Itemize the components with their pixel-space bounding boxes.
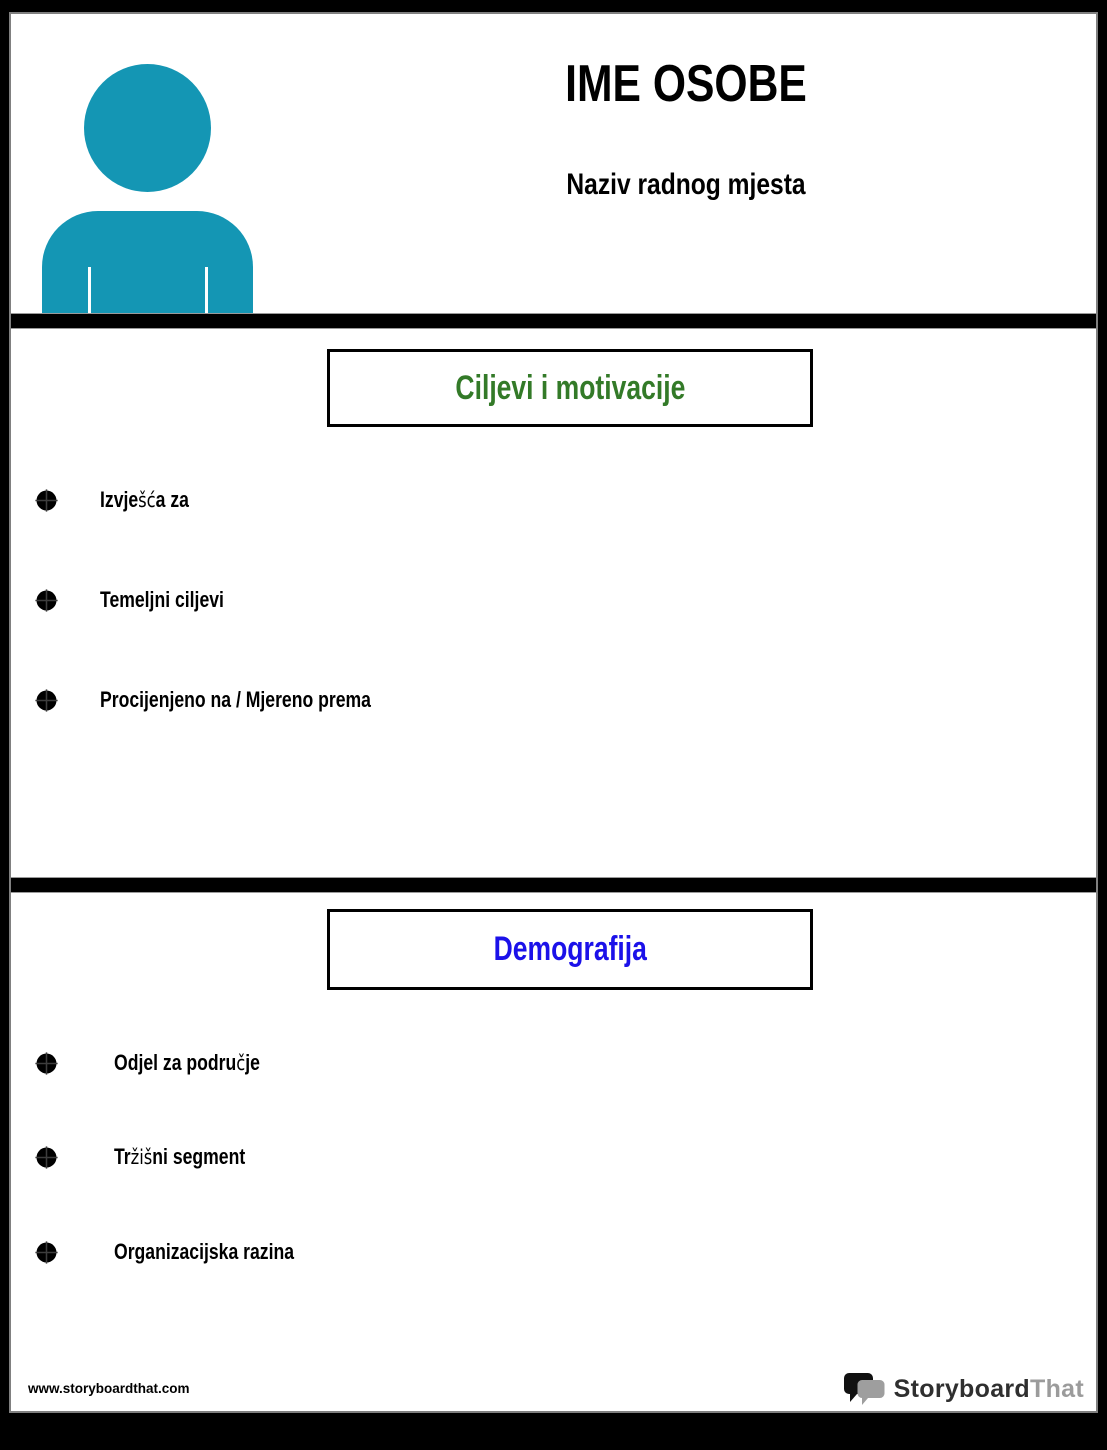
list-item-label: Tržišni segment <box>114 1144 246 1169</box>
storyboardthat-logo <box>843 1370 1084 1408</box>
section-title: Demografija <box>493 930 647 968</box>
logo-wordmark: StoryboardThat <box>893 1374 1084 1403</box>
target-bullet-icon <box>35 1146 58 1169</box>
list-item <box>35 1239 339 1265</box>
section-demographics <box>11 14 1096 1411</box>
section-title-box <box>327 909 813 990</box>
page-title: IME OSOBE <box>565 55 807 113</box>
list-item <box>35 1050 296 1076</box>
target-bullet-icon <box>35 1241 58 1264</box>
list-item <box>35 1144 278 1170</box>
speech-bubbles-icon <box>843 1371 887 1407</box>
target-bullet-icon <box>35 1052 58 1075</box>
list-item-label: Organizacijska razina <box>114 1239 294 1264</box>
section-title: Ciljevi i motivacije <box>455 368 685 407</box>
list-item-label: Temeljni ciljevi <box>100 587 224 612</box>
footer-url: www.storyboardthat.com <box>28 1381 190 1396</box>
list-item-label: Odjel za područje <box>114 1050 260 1075</box>
page <box>9 12 1098 1413</box>
page-subtitle: Naziv radnog mjesta <box>566 168 806 201</box>
list-item-label: Izvješća za <box>100 487 189 512</box>
list-item-label: Procijenjeno na / Mjereno prema <box>100 687 371 712</box>
